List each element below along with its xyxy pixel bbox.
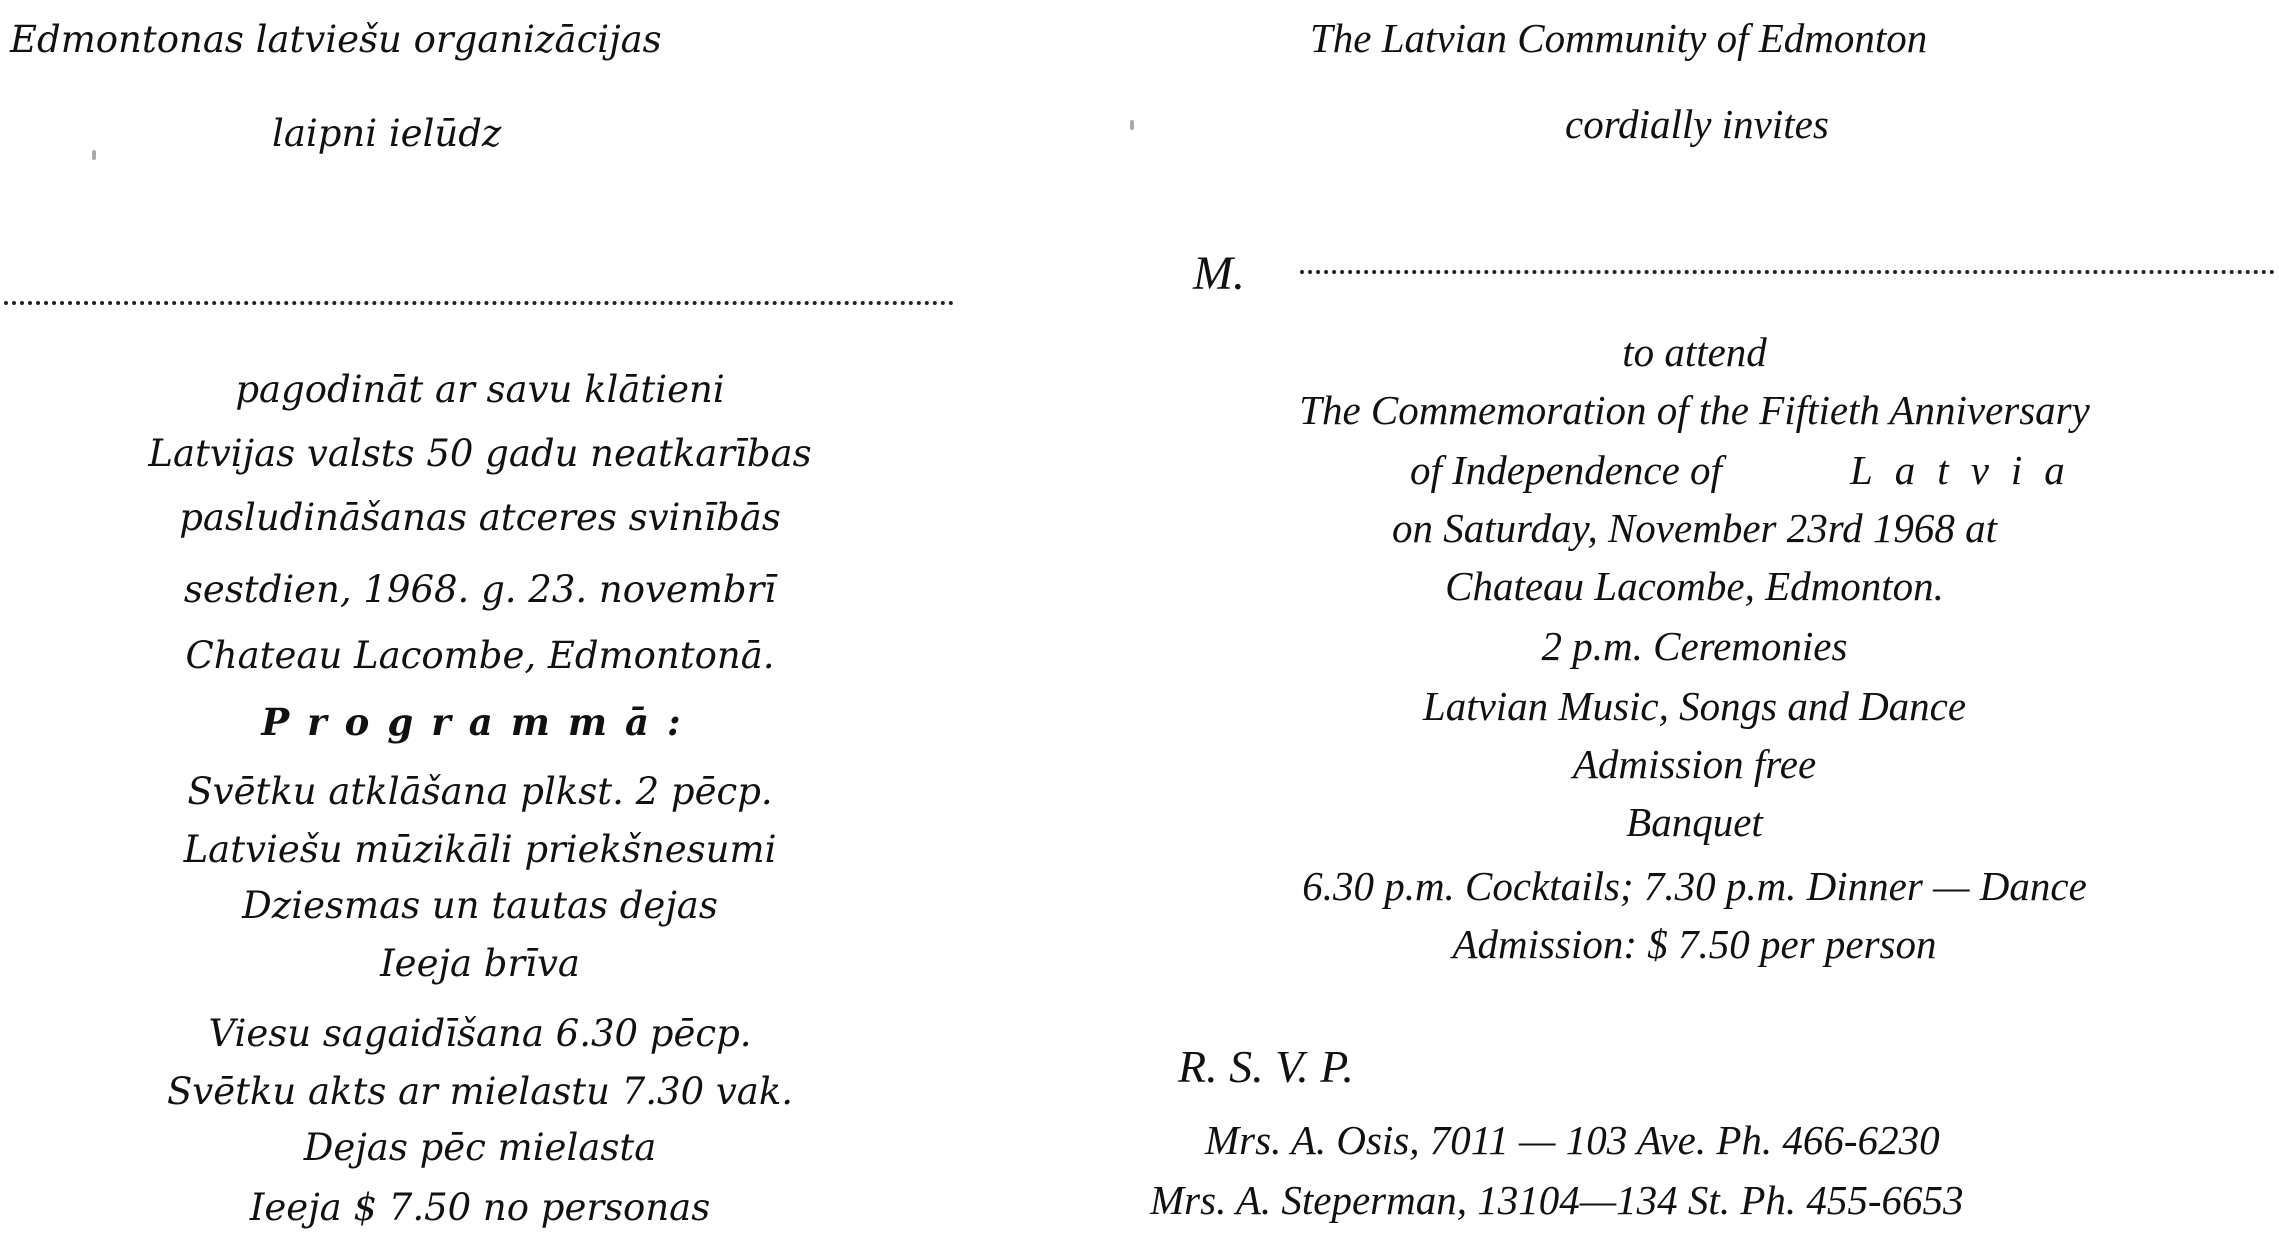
english-body-line: 6.30 p.m. Cocktails; 7.30 p.m. Dinner — Dance: [1302, 863, 2087, 909]
english-heading: The Latvian Community of Edmonton: [1310, 15, 1928, 61]
rsvp-contact: Mrs. A. Steperman, 13104—134 St. Ph. 455-6653: [1150, 1177, 1964, 1223]
program-item: Ieeja brīva: [380, 942, 580, 985]
program-item: Svētku akts ar mielastu 7.30 vak.: [166, 1070, 794, 1113]
latvian-name-dotted-line: [4, 301, 954, 305]
paper-speck: [1130, 120, 1134, 130]
english-subheading: cordially invites: [1565, 101, 1829, 147]
latvia-word: Latvia: [1850, 447, 2087, 493]
english-invitation: [1110, 0, 2279, 1254]
english-body-line: Banquet: [1626, 799, 1763, 845]
program-item: Dziesmas un tautas dejas: [242, 884, 718, 927]
latvian-body-line: pasludināšanas atceres svinībās: [179, 496, 781, 539]
english-body-line: Chateau Lacombe, Edmonton.: [1445, 563, 1944, 609]
english-body-line: Latvian Music, Songs and Dance: [1422, 683, 1967, 729]
english-body-line: 2 p.m. Ceremonies: [1541, 623, 1848, 669]
english-body-line: Admission: $ 7.50 per person: [1452, 921, 1937, 967]
rsvp-label: R. S. V. P.: [1178, 1041, 1354, 1092]
english-body-line: The Commemoration of the Fiftieth Anniversary: [1299, 387, 2090, 433]
latvian-subheading: laipni ielūdz: [272, 112, 502, 155]
program-item: Dejas pēc mielasta: [303, 1126, 657, 1169]
english-body-line: of Independence of: [1410, 447, 1722, 493]
latvian-body-line: pagodināt ar savu klātieni: [235, 368, 725, 411]
paper-speck: [92, 150, 96, 160]
latvian-body-line: Latvijas valsts 50 gadu neatkarības: [148, 432, 812, 475]
english-body-line: on Saturday, November 23rd 1968 at: [1391, 505, 1998, 551]
english-body-line: Admission free: [1572, 741, 1817, 787]
program-item: Ieeja $ 7.50 no personas: [249, 1186, 711, 1229]
program-item: Latviešu mūzikāli priekšnesumi: [183, 828, 777, 871]
latvian-body-line: Chateau Lacombe, Edmontonā.: [185, 634, 775, 677]
latvian-body-line: sestdien, 1968. g. 23. novembrī: [183, 568, 777, 611]
program-item: Viesu sagaidīšana 6.30 pēcp.: [208, 1012, 752, 1055]
program-item: Svētku atklāšana plkst. 2 pēcp.: [187, 770, 773, 813]
programma-label: Programmā:: [261, 700, 699, 744]
rsvp-contact: Mrs. A. Osis, 7011 — 103 Ave. Ph. 466-6230: [1205, 1117, 1940, 1163]
salutation: M.: [1193, 247, 1245, 300]
english-body-line: to attend: [1622, 329, 1767, 375]
latvian-heading: Edmontonas latviešu organizācijas: [10, 18, 662, 61]
latvian-invitation: [0, 0, 960, 1254]
guest-name-dotted-line: [1300, 270, 2275, 274]
